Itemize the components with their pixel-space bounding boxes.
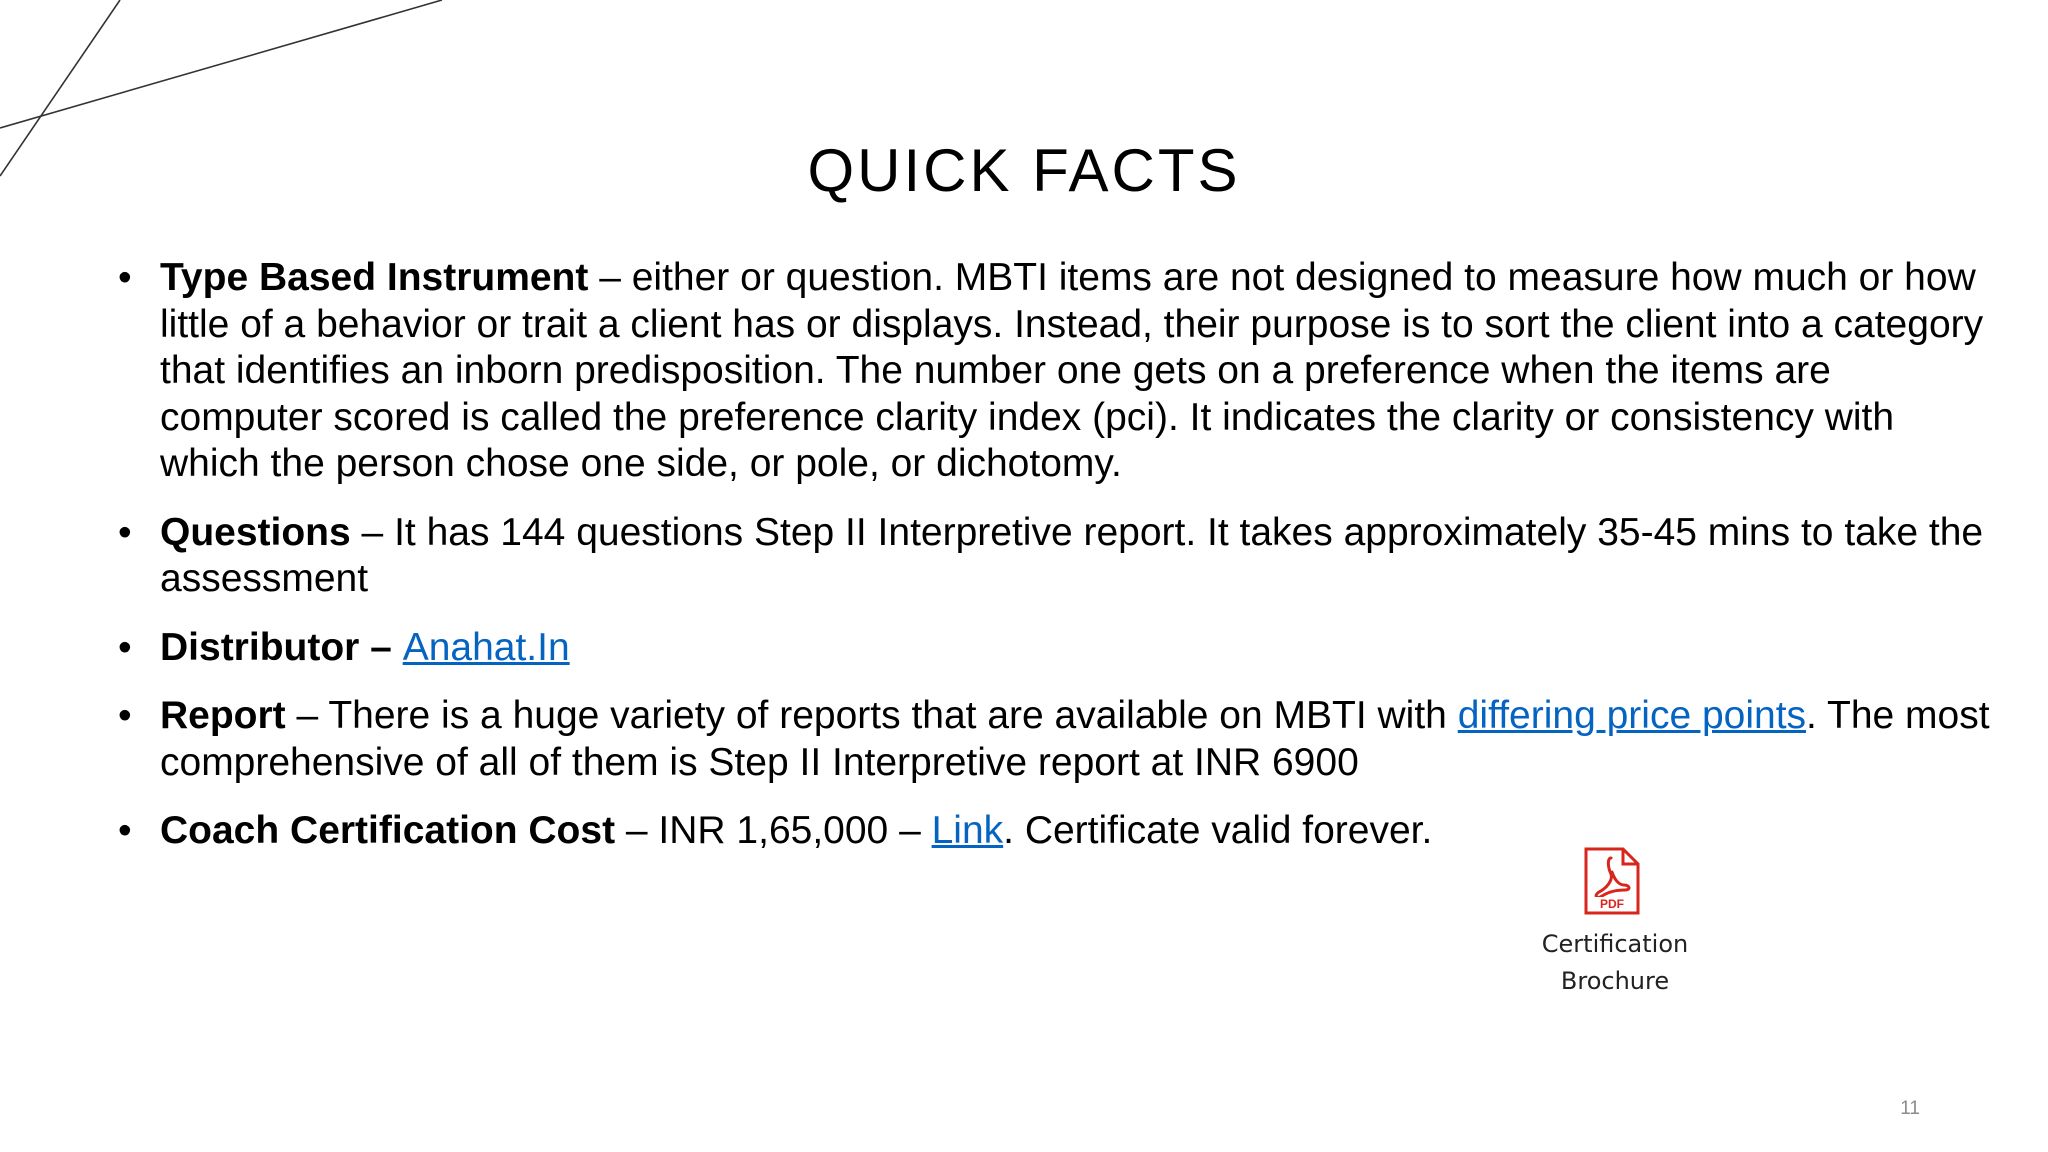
- bullet-text: . The most comprehensive of all of them is Step II Interpretive report at INR 6900: [160, 694, 1990, 784]
- bullet-heading: Type Based Instrument: [160, 256, 589, 299]
- bullet-questions: [110, 510, 1990, 603]
- bullet-heading: Coach Certification Cost: [160, 809, 616, 852]
- bullet-text: – There is a huge variety of reports that are available on MBTI with: [285, 694, 1458, 737]
- bullet-marker: •: [118, 625, 132, 669]
- pdf-caption-line: Certification: [1541, 930, 1689, 958]
- svg-text:PDF: PDF: [1600, 897, 1624, 911]
- bullet-marker: •: [118, 809, 132, 852]
- bullet-marker: •: [118, 510, 132, 554]
- slide-title: QUICK FACTS: [807, 137, 1241, 204]
- bullet-heading: Report: [160, 694, 286, 737]
- page-number: 11: [1900, 1098, 1920, 1119]
- bullet-report: [110, 693, 1990, 786]
- bullet-marker: •: [118, 694, 132, 737]
- bullet-heading: Questions: [160, 510, 351, 554]
- bullet-type-based-instrument: [110, 255, 1990, 488]
- bullet-text: – INR 1,65,000 –: [615, 809, 932, 852]
- bullet-text: . Certificate valid forever.: [1003, 809, 1433, 852]
- bullet-heading: Distributor –: [160, 625, 403, 669]
- distributor-link[interactable]: Anahat.In: [402, 625, 570, 669]
- pdf-icon[interactable]: [1583, 846, 1641, 916]
- bullet-distributor: [110, 625, 1990, 672]
- differing-price-points-link[interactable]: differing price points: [1457, 694, 1807, 737]
- bullet-marker: •: [118, 256, 132, 299]
- pdf-caption-line: Brochure: [1560, 967, 1670, 995]
- bullet-coach-certification: [110, 808, 1990, 855]
- certification-link[interactable]: Link: [931, 809, 1004, 852]
- pdf-caption: [1510, 926, 1720, 1000]
- bullet-text: – either or question. MBTI items are not designed to measure how much or how little of a behavior or trait a client has or displays. Instead, their purpose is to sort the client into a category that identifies an inborn predisposition. The number one gets on a preference when the items are computer scored is called the preference clarity index (pci). It indicates the clarity or consistency with which the person chose one side, or pole, or dichotomy.: [160, 256, 1984, 485]
- bullet-list: [110, 255, 1990, 877]
- bullet-text: – It has 144 questions Step II Interpretive report. It takes approximately 35-45 mins to take the assessment: [160, 510, 1984, 600]
